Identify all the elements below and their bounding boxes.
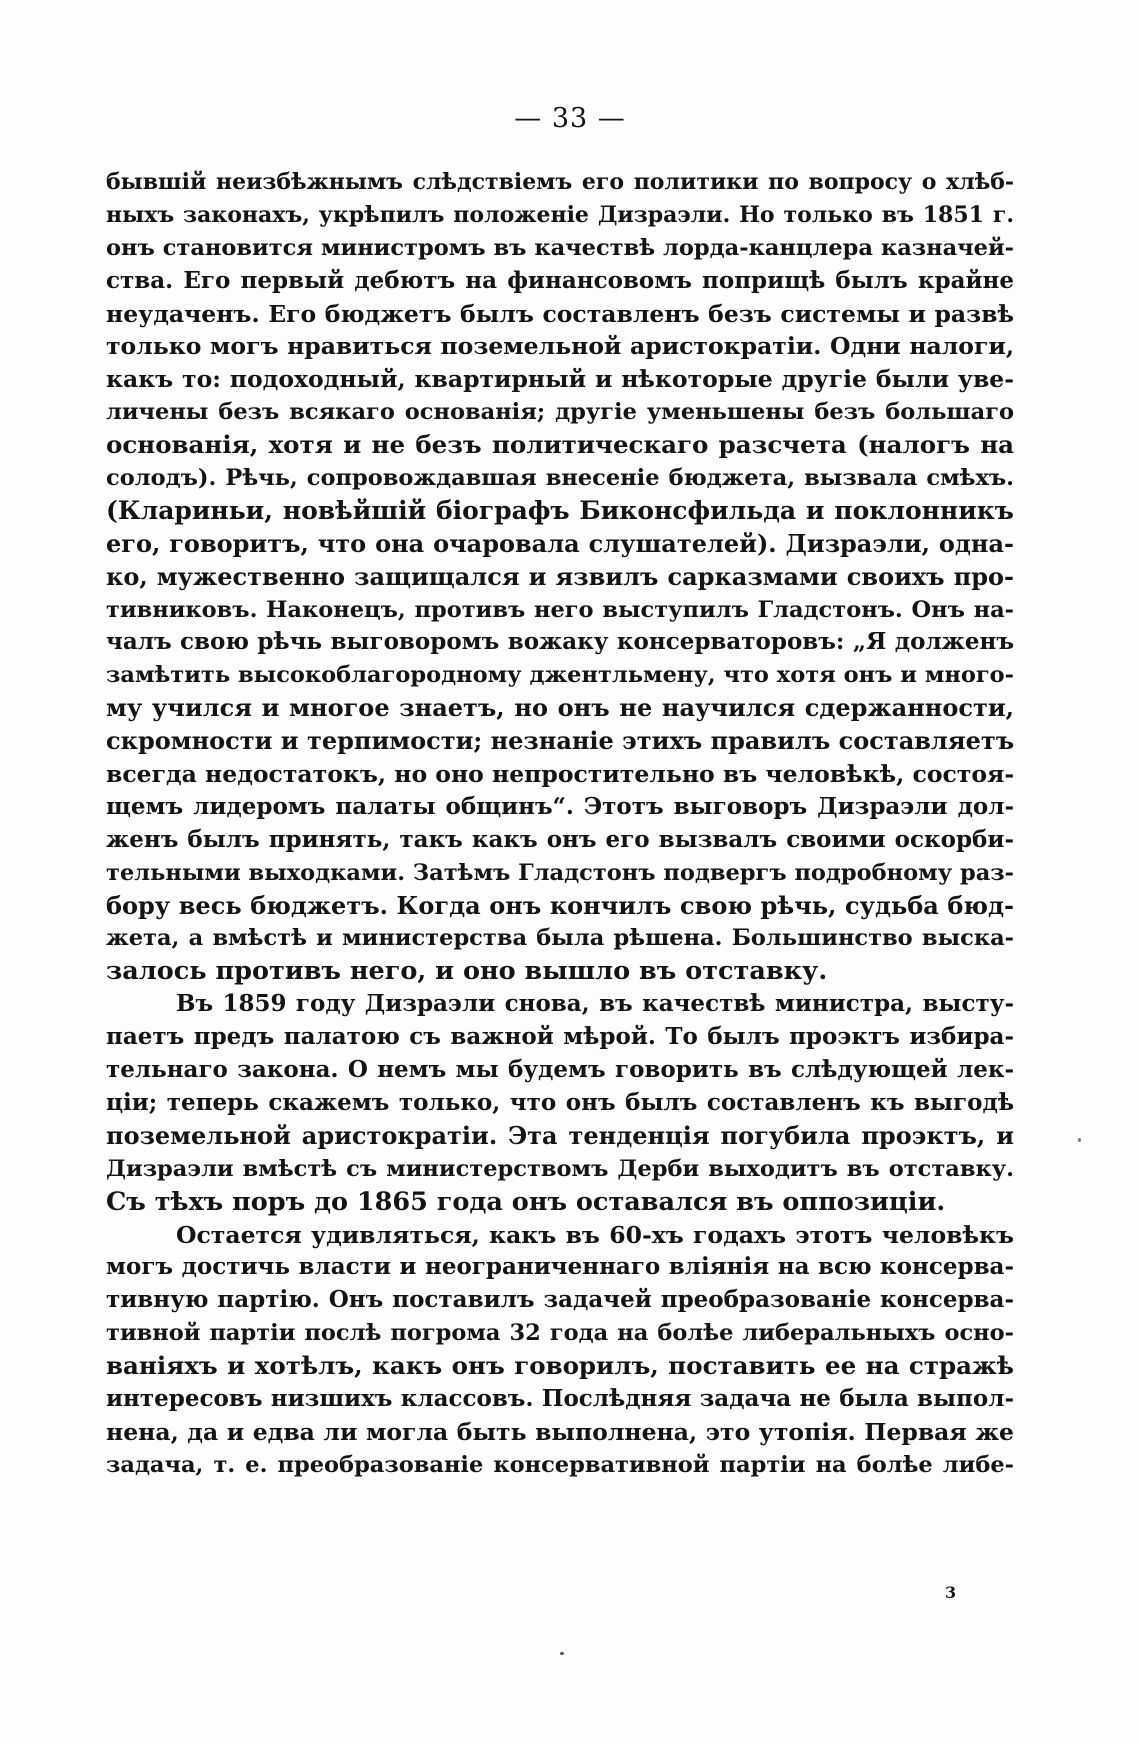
text-line: жета, а вмѣстѣ и министерства была рѣшена. Большинство выска- — [106, 925, 1014, 952]
ink-speck — [560, 1652, 564, 1655]
text-line: Дизраэли вмѣстѣ съ министерствомъ Дерби выходитъ въ отставку. — [106, 1155, 1014, 1182]
text-line: поземельной аристократіи. Эта тенденція погубила проэктъ, и — [106, 1120, 1014, 1150]
ink-speck — [1078, 1138, 1081, 1142]
text-line: (Клариньи, новѣйшій біографъ Биконсфильда и поклонникъ — [106, 495, 1014, 525]
text-line: интересовъ низшихъ классовъ. Послѣдняя задача не была выпол- — [106, 1384, 1014, 1412]
text-line: ваніяхъ и хотѣлъ, какъ онъ говорилъ, поставить ее на стражѣ — [106, 1351, 1014, 1381]
text-line: Остается удивляться, какъ въ 60-хъ годахъ этотъ человѣкъ — [176, 1220, 1014, 1249]
text-line: бору весь бюджетъ. Когда онъ кончилъ свою рѣчь, судьба бюд- — [106, 890, 1014, 920]
text-line: тельнаго закона. О немъ мы будемъ говорить въ слѣдующей лек- — [106, 1056, 1014, 1084]
signature-mark: 3 — [945, 1583, 957, 1602]
text-line: солодъ). Рѣчь, сопровождавшая внесеніе бюджета, вызвала смѣхъ. — [106, 465, 1014, 492]
text-line: ко, мужественно защищался и язвилъ сарказмами своихъ про- — [106, 561, 1014, 591]
body-text — [106, 166, 1014, 1482]
text-line: залось противъ него, и оно вышло въ отставку. — [106, 956, 828, 987]
text-line: женъ былъ принять, такъ какъ онъ его вызвалъ своими оскорби- — [106, 825, 1014, 853]
text-line: тивную партію. Онъ поставилъ задачей преобразованіе консерва- — [106, 1286, 1014, 1314]
text-line: основанія, хотя и не безъ политическаго разсчета (налогъ на — [106, 430, 1014, 460]
text-line: только могъ нравиться поземельной аристократіи. Одни налоги, — [106, 332, 1014, 361]
text-line: неудаченъ. Его бюджетъ былъ составленъ безъ системы и развѣ — [106, 299, 1014, 328]
text-line: щемъ лидеромъ палаты общинъ“. Этотъ выговоръ Дизраэли дол- — [106, 792, 1014, 820]
text-line: всегда недостатокъ, но оно непростительно въ человѣкѣ, состоя- — [106, 760, 1014, 789]
text-line: бывшій неизбѣжнымъ слѣдствіемъ его политики по вопросу о хлѣб- — [106, 169, 1014, 195]
text-line: тельными выходками. Затѣмъ Гладстонъ подвергъ подробному раз- — [106, 859, 1014, 886]
text-line: могъ достичь власти и неограниченнаго вліянія на всю консерва- — [106, 1253, 1014, 1281]
text-line: ныхъ законахъ, укрѣпилъ положеніе Дизраэли. Но только въ 1851 г. — [106, 201, 1014, 228]
text-line: задача, т. е. преобразованіе консервативной партіи на болѣе либе- — [106, 1451, 1014, 1478]
text-line: ства. Его первый дебютъ на финансовомъ поприщѣ былъ крайне — [106, 266, 1014, 294]
text-line: личены безъ всякаго основанія; другіе уменьшены безъ большаго — [106, 399, 1014, 426]
page-number: — 33 — — [514, 103, 626, 134]
text-line: ціи; теперь скажемъ только, что онъ былъ составленъ къ выгодѣ — [106, 1088, 1014, 1116]
text-line: паетъ предъ палатою съ важной мѣрой. То былъ проэктъ избира- — [106, 1023, 1014, 1051]
text-line: нена, да и едва ли могла быть выполнена, это утопія. Первая же — [106, 1417, 1014, 1446]
text-line: тивниковъ. Наконецъ, противъ него выступилъ Гладстонъ. Онъ на- — [106, 596, 1014, 623]
text-line: му учился и многое знаетъ, но онъ не научился сдержанности, — [106, 693, 1014, 723]
text-line: скромности и терпимости; незнаніе этихъ правилъ составляетъ — [106, 726, 1014, 756]
text-line: тивной партіи послѣ погрома 32 года на болѣе либеральныхъ осно- — [106, 1320, 1014, 1347]
text-line: замѣтить высокоблагородному джентльмену, что хотя онъ и много- — [106, 662, 1014, 689]
text-line: его, говоритъ, что она очаровала слушателей). Дизраэли, одна- — [106, 528, 1014, 558]
text-line: какъ то: подоходный, квартирный и нѣкоторые другіе были уве- — [106, 365, 1014, 394]
text-line: онъ становится министромъ въ качествѣ лорда-канцлера казначей- — [106, 234, 1014, 261]
text-line: Въ 1859 году Дизраэли снова, въ качествѣ министра, высту- — [176, 990, 1014, 1018]
text-line: чалъ свою рѣчь выговоромъ вожаку консерваторовъ: „Я долженъ — [106, 628, 1014, 656]
text-line: Съ тѣхъ поръ до 1865 года онъ оставался въ оппозиціи. — [106, 1186, 946, 1217]
